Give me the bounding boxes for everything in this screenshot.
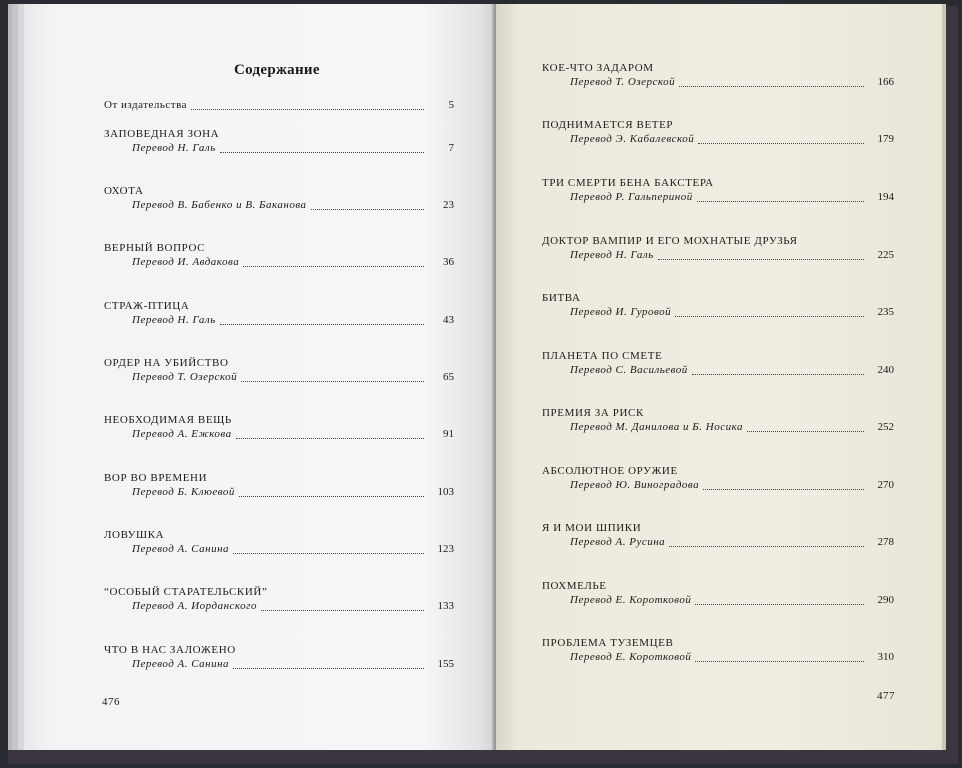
leader-dots — [191, 108, 424, 110]
translator: Перевод Е. Коротковой — [570, 594, 692, 606]
story-title: ВЕРНЫЙ ВОПРОС — [104, 242, 206, 254]
page-number: 290 — [877, 594, 894, 606]
translator: Перевод Е. Коротковой — [570, 651, 692, 663]
leader-dots — [679, 85, 864, 87]
translator: Перевод А. Русина — [570, 536, 666, 548]
story-title: ДОКТОР ВАМПИР И ЕГО МОХНАТЫЕ ДРУЗЬЯ — [542, 235, 798, 247]
story-title: НЕОБХОДИМАЯ ВЕЩЬ — [104, 414, 232, 426]
story-title: ПРЕМИЯ ЗА РИСК — [542, 407, 644, 419]
translator: Перевод А. Ежкова — [132, 428, 232, 440]
translator: Перевод Ю. Виноградова — [570, 479, 700, 491]
toc-entry — [542, 579, 894, 607]
toc-entry — [104, 413, 454, 441]
story-title: ПОДНИМАЕТСЯ ВЕТЕР — [542, 119, 674, 131]
leader-dots — [233, 552, 424, 554]
toc-entry — [104, 585, 454, 613]
translator: Перевод Т. Озерской — [132, 371, 238, 383]
translator: Перевод А. Санина — [132, 543, 230, 555]
page-number: 36 — [443, 256, 454, 268]
preface-title: От издательства — [104, 99, 188, 111]
story-title: ПРОБЛЕМА ТУЗЕМЦЕВ — [542, 637, 674, 649]
translator: Перевод Б. Клюевой — [132, 486, 235, 498]
toc-entry — [104, 528, 454, 556]
story-title: КОЕ-ЧТО ЗАДАРОМ — [542, 62, 654, 74]
translator: Перевод И. Авдакова — [132, 256, 240, 268]
toc-entry — [542, 521, 894, 549]
page-number: 103 — [437, 486, 454, 498]
leader-dots — [220, 151, 424, 153]
translator: Перевод Т. Озерской — [570, 76, 676, 88]
toc-entry — [542, 349, 894, 377]
leader-dots — [695, 660, 864, 662]
story-title: ЗАПОВЕДНАЯ ЗОНА — [104, 128, 220, 140]
translator: Перевод С. Васильевой — [570, 364, 688, 376]
toc-entry — [542, 406, 894, 434]
page-number: 166 — [877, 76, 894, 88]
translator: Перевод М. Данилова и Б. Носика — [570, 421, 743, 433]
toc-entry — [542, 176, 894, 204]
page-folio-right: 477 — [877, 690, 895, 702]
translator: Перевод В. Бабенко и В. Баканова — [132, 199, 307, 211]
page-number: 235 — [877, 306, 894, 318]
leader-dots — [239, 495, 424, 497]
page-folio-left: 476 — [102, 696, 120, 708]
leader-dots — [675, 315, 864, 317]
toc-entry — [104, 471, 454, 499]
toc-entry — [104, 184, 454, 212]
page-number: 240 — [877, 364, 894, 376]
toc-entry — [542, 234, 894, 262]
leader-dots — [261, 609, 424, 611]
page-number: 65 — [443, 371, 454, 383]
story-title: ЧТО В НАС ЗАЛОЖЕНО — [104, 644, 236, 656]
story-title: ОРДЕР НА УБИЙСТВО — [104, 357, 229, 369]
page-number: 123 — [437, 543, 454, 555]
leader-dots — [311, 208, 424, 210]
leader-dots — [747, 430, 864, 432]
leader-dots — [695, 603, 864, 605]
story-title: БИТВА — [542, 292, 581, 304]
translator: Перевод А. Иорданского — [132, 600, 257, 612]
toc-entry — [104, 643, 454, 671]
page-number: 43 — [443, 314, 454, 326]
toc-entry — [104, 241, 454, 269]
page-number: 225 — [877, 249, 894, 261]
story-title: ПОХМЕЛЬЕ — [542, 580, 607, 592]
toc-entry — [104, 356, 454, 384]
translator: Перевод Э. Кабалевской — [570, 133, 695, 145]
page-number: 91 — [443, 428, 454, 440]
story-title: Я И МОИ ШПИКИ — [542, 522, 642, 534]
page-number: 278 — [877, 536, 894, 548]
translator: Перевод Р. Гальпериной — [570, 191, 693, 203]
story-title: СТРАЖ-ПТИЦА — [104, 300, 190, 312]
leader-dots — [692, 373, 864, 375]
translator: Перевод Н. Галь — [570, 249, 654, 261]
toc-entry — [104, 299, 454, 327]
toc-entry — [542, 291, 894, 319]
leader-dots — [669, 545, 864, 547]
page-number: 7 — [448, 142, 454, 154]
toc-preface — [104, 98, 454, 112]
leader-dots — [698, 142, 864, 144]
story-title: ОХОТА — [104, 185, 144, 197]
page-number: 194 — [877, 191, 894, 203]
page-number: 155 — [437, 658, 454, 670]
page-title: Содержание — [234, 62, 320, 78]
left-page — [18, 4, 496, 750]
leader-dots — [658, 258, 864, 260]
right-page — [496, 4, 946, 750]
translator: Перевод Н. Галь — [132, 142, 216, 154]
translator: Перевод Н. Галь — [132, 314, 216, 326]
page-number: 179 — [877, 133, 894, 145]
leader-dots — [697, 200, 864, 202]
leader-dots — [233, 667, 424, 669]
leader-dots — [236, 437, 424, 439]
page-number: 252 — [877, 421, 894, 433]
story-title: ВОР ВО ВРЕМЕНИ — [104, 472, 208, 484]
story-title: ЛОВУШКА — [104, 529, 165, 541]
page-number: 23 — [443, 199, 454, 211]
toc-entry — [542, 636, 894, 664]
story-title: ТРИ СМЕРТИ БЕНА БАКСТЕРА — [542, 177, 714, 189]
translator: Перевод А. Санина — [132, 658, 230, 670]
toc-entry — [542, 118, 894, 146]
leader-dots — [243, 265, 424, 267]
leader-dots — [220, 323, 424, 325]
page-number: 5 — [448, 99, 454, 111]
translator: Перевод И. Гуровой — [570, 306, 672, 318]
toc-entry — [542, 464, 894, 492]
leader-dots — [241, 380, 424, 382]
leader-dots — [703, 488, 864, 490]
page-number: 133 — [437, 600, 454, 612]
page-number: 270 — [877, 479, 894, 491]
toc-entry — [104, 127, 454, 155]
toc-entry — [542, 61, 894, 89]
story-title: ПЛАНЕТА ПО СМЕТЕ — [542, 350, 663, 362]
page-number: 310 — [877, 651, 894, 663]
story-title: “ОСОБЫЙ СТАРАТЕЛЬСКИЙ” — [104, 586, 268, 598]
story-title: АБСОЛЮТНОЕ ОРУЖИЕ — [542, 465, 678, 477]
